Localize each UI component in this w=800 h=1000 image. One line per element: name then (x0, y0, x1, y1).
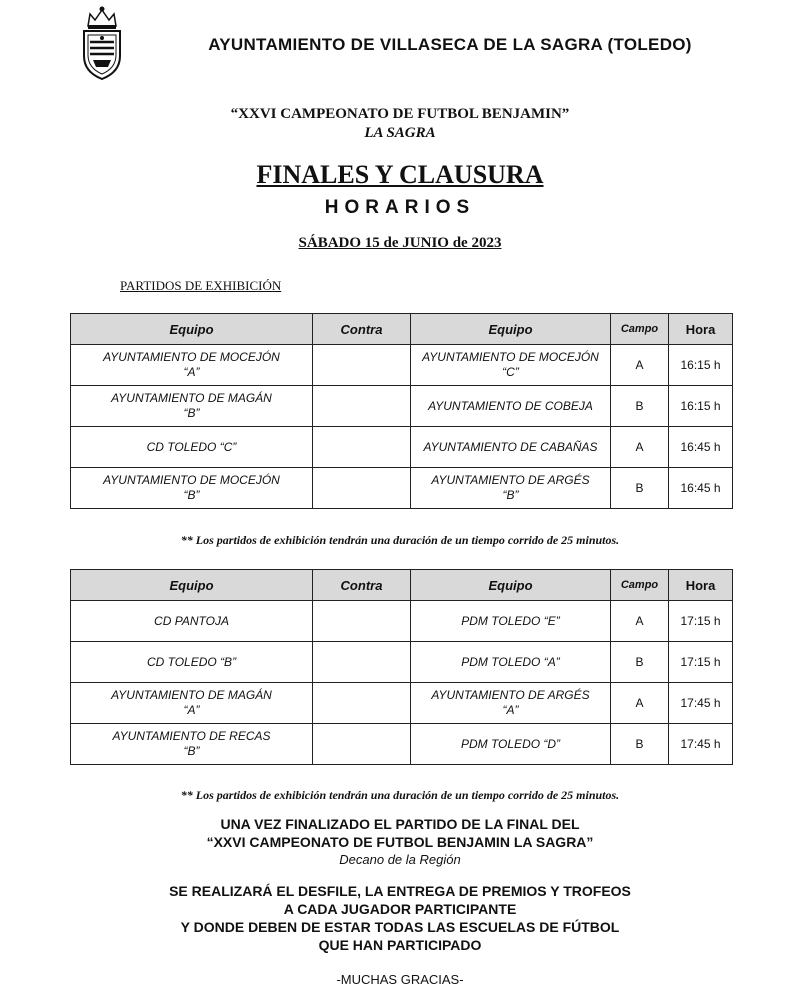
column-vs: Contra (313, 570, 411, 601)
opponent-cell: PDM TOLEDO “E” (411, 601, 611, 642)
ceremony-line: SE REALIZARÁ EL DESFILE, LA ENTREGA DE PREMIOS Y TROFEOS (169, 883, 631, 899)
vs-cell (313, 642, 411, 683)
closing-line: “XXVI CAMPEONATO DE FUTBOL BENJAMIN LA SAGRA” (206, 834, 594, 850)
closing-line: UNA VEZ FINALIZADO EL PARTIDO DE LA FINAL DEL (220, 816, 580, 832)
vs-cell (313, 601, 411, 642)
opponent-cell: AYUNTAMIENTO DE ARGÉS “A” (411, 683, 611, 724)
time-cell: 17:15 h (669, 642, 733, 683)
team-cell: AYUNTAMIENTO DE MOCEJÓN “A” (71, 345, 313, 386)
time-cell: 16:15 h (669, 345, 733, 386)
table-header-row (71, 570, 733, 601)
opponent-cell: AYUNTAMIENTO DE CABAÑAS (411, 427, 611, 468)
team-cell: AYUNTAMIENTO DE MAGÁN “B” (71, 386, 313, 427)
duration-note-2: ** Los partidos de exhibición tendrán una duración de un tiempo corrido de 25 minutos. (180, 788, 620, 802)
team-cell: CD TOLEDO “B” (71, 642, 313, 683)
ceremony-line: Y DONDE DEBEN DE ESTAR TODAS LAS ESCUELAS DE FÚTBOL (180, 919, 620, 935)
vs-cell (313, 427, 411, 468)
vs-cell (313, 386, 411, 427)
table-row (71, 642, 733, 683)
field-cell: A (611, 345, 669, 386)
column-team: Equipo (71, 570, 313, 601)
organization-name: AYUNTAMIENTO DE VILLASECA DE LA SAGRA (TOLEDO) (208, 35, 692, 54)
opponent-cell: AYUNTAMIENTO DE ARGÉS “B” (411, 468, 611, 509)
closing-announcement (0, 815, 800, 851)
table-header-row (71, 314, 733, 345)
team-cell: AYUNTAMIENTO DE RECAS “B” (71, 724, 313, 765)
vs-cell (313, 468, 411, 509)
time-cell: 16:45 h (669, 468, 733, 509)
opponent-cell: PDM TOLEDO “A” (411, 642, 611, 683)
table-row (71, 724, 733, 765)
field-cell: A (611, 683, 669, 724)
column-team2: Equipo (411, 570, 611, 601)
column-team: Equipo (71, 314, 313, 345)
event-date: SÁBADO 15 de JUNIO de 2023 (298, 235, 502, 251)
team-cell: CD TOLEDO “C” (71, 427, 313, 468)
opponent-cell: PDM TOLEDO “D” (411, 724, 611, 765)
column-time: Hora (669, 314, 733, 345)
vs-cell (313, 724, 411, 765)
column-field: Campo (611, 314, 669, 345)
exhibition-table-2 (70, 569, 733, 765)
field-cell: B (611, 642, 669, 683)
opponent-cell: AYUNTAMIENTO DE COBEJA (411, 386, 611, 427)
table-row (71, 468, 733, 509)
time-cell: 16:45 h (669, 427, 733, 468)
column-time: Hora (669, 570, 733, 601)
thanks-text: -MUCHAS GRACIAS- (336, 972, 464, 987)
vs-cell (313, 345, 411, 386)
team-cell: AYUNTAMIENTO DE MOCEJÓN “B” (71, 468, 313, 509)
field-cell: B (611, 468, 669, 509)
section-heading: PARTIDOS DE EXHIBICIÓN (120, 278, 282, 293)
decano-caption: Decano de la Región (339, 852, 461, 867)
table-row (71, 601, 733, 642)
time-cell: 17:45 h (669, 724, 733, 765)
vs-cell (313, 683, 411, 724)
exhibition-table-1 (70, 313, 733, 509)
table-row (71, 386, 733, 427)
ceremony-line: A CADA JUGADOR PARTICIPANTE (283, 901, 517, 917)
column-team2: Equipo (411, 314, 611, 345)
team-cell: CD PANTOJA (71, 601, 313, 642)
time-cell: 16:15 h (669, 386, 733, 427)
schedule-title: HORARIOS (324, 197, 476, 218)
championship-subtitle: LA SAGRA (364, 125, 436, 141)
column-vs: Contra (313, 314, 411, 345)
time-cell: 17:15 h (669, 601, 733, 642)
column-field: Campo (611, 570, 669, 601)
field-cell: B (611, 724, 669, 765)
opponent-cell: AYUNTAMIENTO DE MOCEJÓN “C” (411, 345, 611, 386)
ceremony-line: QUE HAN PARTICIPADO (318, 937, 482, 953)
ceremony-announcement (0, 882, 800, 954)
time-cell: 17:45 h (669, 683, 733, 724)
field-cell: A (611, 427, 669, 468)
duration-note-1: ** Los partidos de exhibición tendrán una duración de un tiempo corrido de 25 minutos. (180, 533, 620, 547)
team-cell: AYUNTAMIENTO DE MAGÁN “A” (71, 683, 313, 724)
town-crest-icon (78, 4, 126, 82)
championship-title: “XXVI CAMPEONATO DE FUTBOL BENJAMIN” (230, 106, 570, 122)
table-row (71, 683, 733, 724)
table-row (71, 427, 733, 468)
field-cell: A (611, 601, 669, 642)
main-title: FINALES Y CLAUSURA (256, 160, 544, 189)
table-row (71, 345, 733, 386)
field-cell: B (611, 386, 669, 427)
